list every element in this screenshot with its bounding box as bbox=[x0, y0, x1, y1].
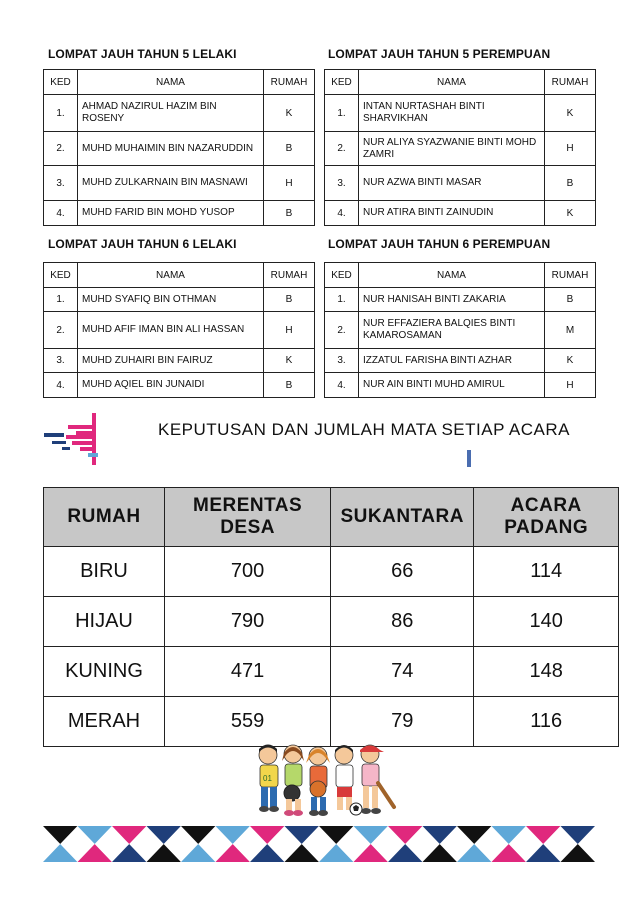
table-row bbox=[44, 288, 315, 312]
col-ked: KED bbox=[44, 70, 78, 95]
cell-ked: 3. bbox=[44, 349, 78, 373]
table-header-row bbox=[44, 263, 315, 288]
col-merentas-desa: MERENTAS DESA bbox=[165, 488, 331, 547]
col-rumah: RUMAH bbox=[264, 70, 315, 95]
cell-ked: 3. bbox=[325, 166, 359, 201]
table-row bbox=[44, 349, 315, 373]
cell-nama: NUR EFFAZIERA BALQIES BINTI KAMAROSAMAN bbox=[359, 312, 545, 349]
col-nama: NAMA bbox=[359, 263, 545, 288]
cell-rumah: K bbox=[264, 95, 315, 132]
cell-ked: 4. bbox=[325, 373, 359, 398]
cell-acara-padang: 116 bbox=[474, 697, 619, 747]
cell-nama: NUR AIN BINTI MUHD AMIRUL bbox=[359, 373, 545, 398]
cell-nama: MUHD AQIEL BIN JUNAIDI bbox=[78, 373, 264, 398]
cell-ked: 4. bbox=[44, 201, 78, 226]
cell-rumah: B bbox=[545, 166, 596, 201]
table-row bbox=[44, 95, 315, 132]
pixel-arrow-decoration bbox=[42, 411, 102, 467]
col-rumah: RUMAH bbox=[545, 70, 596, 95]
col-ked: KED bbox=[325, 263, 359, 288]
triangle-pattern-banner bbox=[43, 826, 595, 862]
table-row bbox=[325, 349, 596, 373]
table-header-row bbox=[44, 70, 315, 95]
table-row bbox=[325, 201, 596, 226]
cell-nama: MUHD ZULKARNAIN BIN MASNAWI bbox=[78, 166, 264, 201]
summary-row bbox=[44, 697, 619, 747]
cell-rumah: BIRU bbox=[44, 547, 165, 597]
col-sukantara: SUKANTARA bbox=[331, 488, 474, 547]
cell-rumah: K bbox=[264, 349, 315, 373]
cell-nama: MUHD SYAFIQ BIN OTHMAN bbox=[78, 288, 264, 312]
cell-rumah: B bbox=[264, 201, 315, 226]
summary-title: KEPUTUSAN DAN JUMLAH MATA SETIAP ACARA bbox=[158, 420, 570, 439]
cell-ked: 3. bbox=[325, 349, 359, 373]
table-row bbox=[325, 288, 596, 312]
table-t6-perempuan bbox=[324, 262, 596, 398]
col-nama: NAMA bbox=[78, 263, 264, 288]
cell-ked: 3. bbox=[44, 166, 78, 201]
cell-nama: IZZATUL FARISHA BINTI AZHAR bbox=[359, 349, 545, 373]
cell-rumah: H bbox=[264, 312, 315, 349]
cell-ked: 2. bbox=[44, 312, 78, 349]
cell-ked: 4. bbox=[325, 201, 359, 226]
table-row bbox=[325, 132, 596, 166]
cell-nama: MUHD AFIF IMAN BIN ALI HASSAN bbox=[78, 312, 264, 349]
cell-rumah: B bbox=[264, 288, 315, 312]
section-title-t6-lelaki: LOMPAT JAUH TAHUN 6 LELAKI bbox=[48, 237, 237, 251]
cell-rumah: M bbox=[545, 312, 596, 349]
cell-rumah: B bbox=[264, 132, 315, 166]
cell-nama: MUHD MUHAIMIN BIN NAZARUDDIN bbox=[78, 132, 264, 166]
cell-acara-padang: 114 bbox=[474, 547, 619, 597]
table-row bbox=[325, 373, 596, 398]
text-cursor-marker bbox=[467, 450, 471, 467]
cell-rumah: K bbox=[545, 201, 596, 226]
summary-row bbox=[44, 547, 619, 597]
col-nama: NAMA bbox=[78, 70, 264, 95]
cell-acara-padang: 140 bbox=[474, 597, 619, 647]
table-row bbox=[44, 132, 315, 166]
cell-ked: 2. bbox=[325, 132, 359, 166]
section-title-t5-perempuan: LOMPAT JAUH TAHUN 5 PEREMPUAN bbox=[328, 47, 551, 61]
cell-rumah: KUNING bbox=[44, 647, 165, 697]
jersey-number: 01 bbox=[263, 774, 272, 783]
summary-header-row bbox=[44, 488, 619, 547]
cell-nama: NUR ATIRA BINTI ZAINUDIN bbox=[359, 201, 545, 226]
cell-rumah: H bbox=[545, 132, 596, 166]
col-rumah: RUMAH bbox=[545, 263, 596, 288]
cell-nama: AHMAD NAZIRUL HAZIM BIN ROSENY bbox=[78, 95, 264, 132]
cell-rumah: MERAH bbox=[44, 697, 165, 747]
cell-rumah: H bbox=[264, 166, 315, 201]
cell-rumah: K bbox=[545, 349, 596, 373]
table-t5-perempuan bbox=[324, 69, 596, 226]
summary-row bbox=[44, 597, 619, 647]
cell-merentas-desa: 471 bbox=[165, 647, 331, 697]
table-t6-lelaki bbox=[43, 262, 315, 398]
table-row bbox=[325, 312, 596, 349]
table-row bbox=[325, 95, 596, 132]
cell-ked: 2. bbox=[44, 132, 78, 166]
cell-acara-padang: 148 bbox=[474, 647, 619, 697]
cell-merentas-desa: 790 bbox=[165, 597, 331, 647]
section-title-t6-perempuan: LOMPAT JAUH TAHUN 6 PEREMPUAN bbox=[328, 237, 551, 251]
cell-rumah: B bbox=[545, 288, 596, 312]
cell-sukantara: 86 bbox=[331, 597, 474, 647]
table-row bbox=[44, 373, 315, 398]
cell-nama: INTAN NURTASHAH BINTI SHARVIKHAN bbox=[359, 95, 545, 132]
summary-table bbox=[43, 487, 619, 747]
section-title-t5-lelaki: LOMPAT JAUH TAHUN 5 LELAKI bbox=[48, 47, 237, 61]
cell-ked: 1. bbox=[325, 95, 359, 132]
cell-sukantara: 66 bbox=[331, 547, 474, 597]
cell-rumah: K bbox=[545, 95, 596, 132]
table-row bbox=[44, 166, 315, 201]
table-row bbox=[44, 201, 315, 226]
table-row bbox=[44, 312, 315, 349]
cell-nama: NUR ALIYA SYAZWANIE BINTI MOHD ZAMRI bbox=[359, 132, 545, 166]
cell-ked: 1. bbox=[325, 288, 359, 312]
cell-nama: NUR HANISAH BINTI ZAKARIA bbox=[359, 288, 545, 312]
cell-sukantara: 79 bbox=[331, 697, 474, 747]
table-t5-lelaki bbox=[43, 69, 315, 226]
cell-sukantara: 74 bbox=[331, 647, 474, 697]
cell-nama: MUHD FARID BIN MOHD YUSOP bbox=[78, 201, 264, 226]
cell-nama: MUHD ZUHAIRI BIN FAIRUZ bbox=[78, 349, 264, 373]
cell-rumah: B bbox=[264, 373, 315, 398]
col-ked: KED bbox=[44, 263, 78, 288]
table-row bbox=[325, 166, 596, 201]
col-acara-padang: ACARA PADANG bbox=[474, 488, 619, 547]
table-header-row bbox=[325, 70, 596, 95]
cell-rumah: H bbox=[545, 373, 596, 398]
col-rumah: RUMAH bbox=[264, 263, 315, 288]
cell-merentas-desa: 559 bbox=[165, 697, 331, 747]
cell-ked: 1. bbox=[44, 288, 78, 312]
cell-merentas-desa: 700 bbox=[165, 547, 331, 597]
cell-ked: 4. bbox=[44, 373, 78, 398]
col-nama: NAMA bbox=[359, 70, 545, 95]
col-ked: KED bbox=[325, 70, 359, 95]
col-rumah: RUMAH bbox=[44, 488, 165, 547]
summary-row bbox=[44, 647, 619, 697]
cell-ked: 2. bbox=[325, 312, 359, 349]
cell-rumah: HIJAU bbox=[44, 597, 165, 647]
cell-nama: NUR AZWA BINTI MASAR bbox=[359, 166, 545, 201]
kids-sports-illustration bbox=[248, 741, 398, 821]
table-header-row bbox=[325, 263, 596, 288]
cell-ked: 1. bbox=[44, 95, 78, 132]
